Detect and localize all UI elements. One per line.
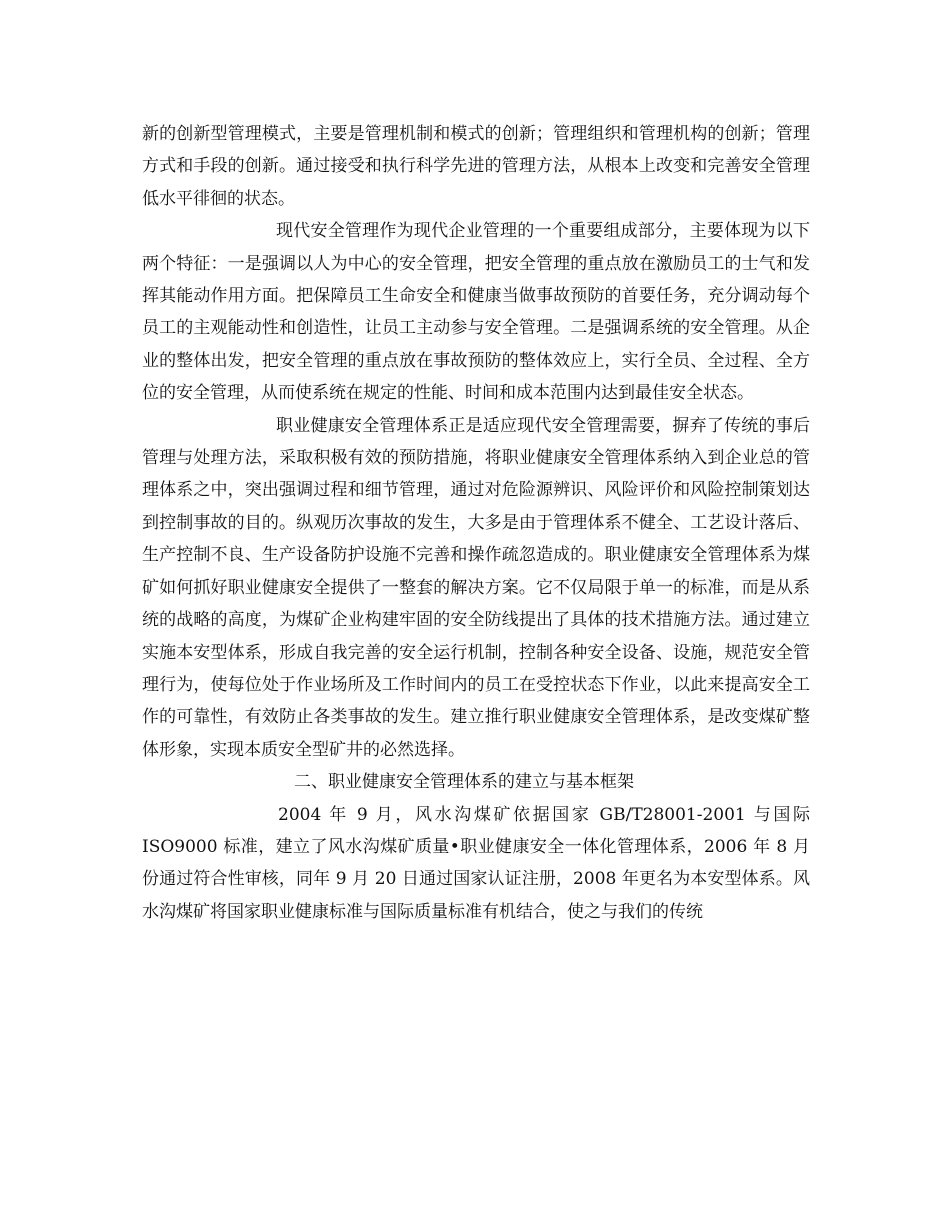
document-page	[142, 118, 810, 928]
paragraph-modern-safety: 现代安全管理作为现代企业管理的一个重要组成部分，主要体现为以下两个特征：一是强调以人为中心的安全管理，把安全管理的重点放在激励员工的士气和发挥其能动作用方面。把保障员工生命安全和健康当做事故预防的首要任务，充分调动每个员工的主观能动性和创造性，让员工主动参与安全管理。二是强调系统的安全管理。从企业的整体出发，把安全管理的重点放在事故预防的整体效应上，实行全员、全过程、全方位的安全管理，从而使系统在规定的性能、时间和成本范围内达到最佳安全状态。	[142, 221, 810, 404]
paragraph-ohs-system: 职业健康安全管理体系正是适应现代安全管理需要，摒弃了传统的事后管理与处理方法，采取积极有效的预防措施，将职业健康安全管理体系纳入到企业总的管理体系之中，突出强调过程和细节管理，通过对危险源辨识、风险评价和风险控制策划达到控制事故的目的。纵观历次事故的发生，大多是由于管理体系不健全、工艺设计落后、生产控制不良、生产设备防护设施不完善和操作疏忽造成的。职业健康安全管理体系为煤矿如何抓好职业健康安全提供了一整套的解决方案。它不仅局限于单一的标准，而是从系统的战略的高度，为煤矿企业构建牢固的安全防线提出了具体的技术措施方法。通过建立实施本安型体系，形成自我完善的安全运行机制，控制各种安全设备、设施，规范安全管理行为，使每位处于作业场所及工作时间内的员工在受控状态下作业，以此来提高安全工作的可靠性，有效防止各类事故的发生。建立推行职业健康安全管理体系，是改变煤矿整体形象，实现本质安全型矿井的必然选择。	[142, 415, 810, 760]
paragraph-continuation: 新的创新型管理模式，主要是管理机制和模式的创新；管理组织和管理机构的创新；管理方式和手段的创新。通过接受和执行科学先进的管理方法，从根本上改变和完善安全管理低水平徘徊的状态。	[142, 124, 810, 209]
section-heading: 二、职业健康安全管理体系的建立与基本框架	[294, 772, 634, 793]
paragraph-fengshuigou: 2004 年 9 月，风水沟煤矿依据国家 GB/T28001-2001 与国际 ISO9000 标准，建立了风水沟煤矿质量•职业健康安全一体化管理体系，2006 年 8 月份通过符合性审核，同年 9 月 20 日通过国家认证注册，2008 年更名为本安型体系。风水沟煤矿将国家职业健康标准与国际质量标准有机结合，使之与我们的传统	[142, 804, 810, 922]
